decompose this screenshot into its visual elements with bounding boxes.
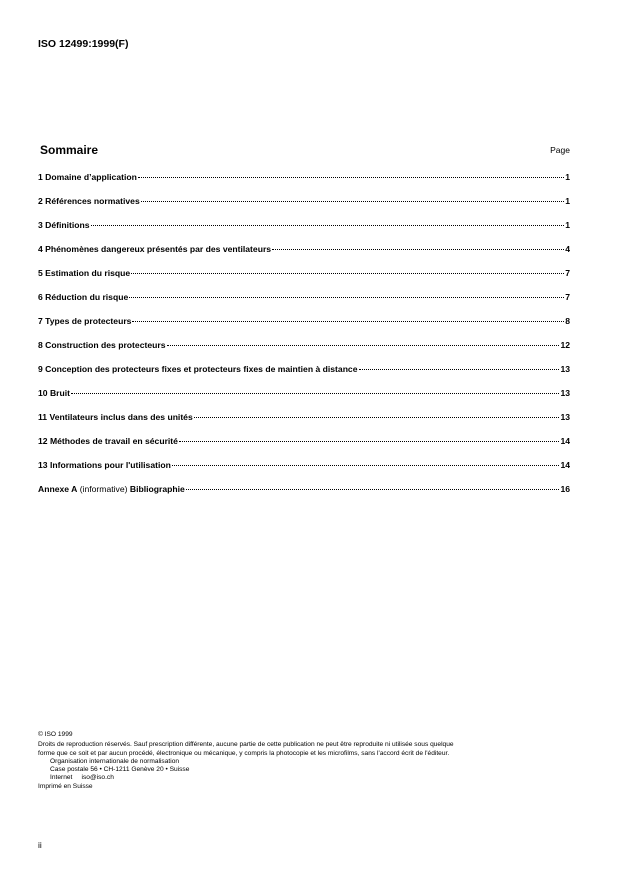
toc-leader-dots	[194, 409, 560, 418]
annex-qualifier: (informative)	[79, 484, 128, 494]
toc-entry-page: 14	[560, 436, 570, 446]
toc-entry-page: 1	[565, 196, 570, 206]
toc-leader-dots	[71, 385, 559, 394]
toc-entry-11[interactable]	[38, 409, 570, 433]
toc-page-column-label: Page	[550, 145, 570, 155]
toc-entry-page: 13	[560, 364, 570, 374]
copyright-footer	[38, 731, 574, 791]
annex-title: Bibliographie	[129, 484, 185, 494]
toc-leader-dots	[186, 481, 560, 490]
table-of-contents	[38, 169, 570, 505]
toc-entry-10[interactable]	[38, 385, 570, 409]
toc-entry-1[interactable]	[38, 169, 570, 193]
toc-entry-label: 9 Conception des protecteurs fixes et protecteurs fixes de maintien à distance	[38, 364, 358, 374]
toc-leader-dots	[91, 217, 565, 226]
toc-entry-12[interactable]	[38, 433, 570, 457]
toc-entry-label: 6 Réduction du risque	[38, 292, 129, 302]
org-address: Case postale 56 • CH-1211 Genève 20 • Suisse	[50, 766, 190, 774]
toc-entry-label: 12 Méthodes de travail en sécurité	[38, 436, 178, 446]
toc-leader-dots	[167, 337, 560, 346]
toc-entry-page: 1	[565, 220, 570, 230]
toc-entry-9[interactable]	[38, 361, 570, 385]
toc-entry-label: 13 Informations pour l'utilisation	[38, 460, 171, 470]
org-name: Organisation internationale de normalisation	[50, 757, 180, 765]
toc-entry-page: 16	[560, 484, 570, 494]
toc-entry-label: 5 Estimation du risque	[38, 268, 131, 278]
toc-entry-page: 1	[565, 172, 570, 182]
toc-entry-4[interactable]	[38, 241, 570, 265]
rights-text-line-2: forme que ce soit et par aucun procédé, électronique ou mécanique, y compris la photocopie et les microfilms, sans l'accord écrit de l'éditeur.	[38, 749, 450, 757]
toc-entry-label	[38, 484, 185, 494]
toc-leader-dots	[129, 289, 564, 298]
page-number: ii	[38, 840, 42, 850]
toc-entry-13[interactable]	[38, 457, 570, 481]
toc-entry-2[interactable]	[38, 193, 570, 217]
toc-entry-page: 7	[565, 292, 570, 302]
toc-entry-6[interactable]	[38, 289, 570, 313]
printed-in: Imprimé en Suisse	[38, 782, 93, 790]
toc-entry-page: 7	[565, 268, 570, 278]
toc-entry-label: 8 Construction des protecteurs	[38, 340, 166, 350]
toc-leader-dots	[132, 313, 564, 322]
toc-entry-page: 13	[560, 388, 570, 398]
toc-leader-dots	[359, 361, 560, 370]
toc-entry-label: 4 Phénomènes dangereux présentés par des ventilateurs	[38, 244, 272, 254]
toc-entry-label: 2 Références normatives	[38, 196, 140, 206]
toc-leader-dots	[131, 265, 564, 274]
toc-entry-label: 3 Définitions	[38, 220, 90, 230]
toc-entry-label: 7 Types de protecteurs	[38, 316, 132, 326]
copyright-notice: © ISO 1999	[38, 731, 73, 738]
toc-entry-page: 8	[565, 316, 570, 326]
toc-leader-dots	[141, 193, 564, 202]
toc-entry-8[interactable]	[38, 337, 570, 361]
toc-entry-page: 4	[565, 244, 570, 254]
toc-entry-label: 11 Ventilateurs inclus dans des unités	[38, 412, 193, 422]
org-internet: Internet iso@iso.ch	[50, 774, 114, 782]
toc-entry-label: 10 Bruit	[38, 388, 70, 398]
toc-entry-annex-a[interactable]	[38, 481, 570, 505]
toc-header	[38, 143, 570, 159]
annex-prefix: Annexe A	[38, 484, 78, 494]
toc-entry-page: 14	[560, 460, 570, 470]
toc-leader-dots	[138, 169, 564, 178]
toc-entry-5[interactable]	[38, 265, 570, 289]
toc-entry-page: 13	[560, 412, 570, 422]
toc-leader-dots	[272, 241, 564, 250]
toc-title: Sommaire	[40, 143, 99, 157]
rights-text-line-1: Droits de reproduction réservés. Sauf prescription différente, aucune partie de cette publication ne peut être reproduite ni utilisée sous quelque	[38, 741, 454, 749]
toc-leader-dots	[179, 433, 559, 442]
toc-entry-page: 12	[560, 340, 570, 350]
toc-entry-3[interactable]	[38, 217, 570, 241]
toc-entry-7[interactable]	[38, 313, 570, 337]
toc-leader-dots	[172, 457, 560, 466]
document-identifier: ISO 12499:1999(F)	[38, 38, 129, 50]
toc-entry-label: 1 Domaine d’application	[38, 172, 137, 182]
